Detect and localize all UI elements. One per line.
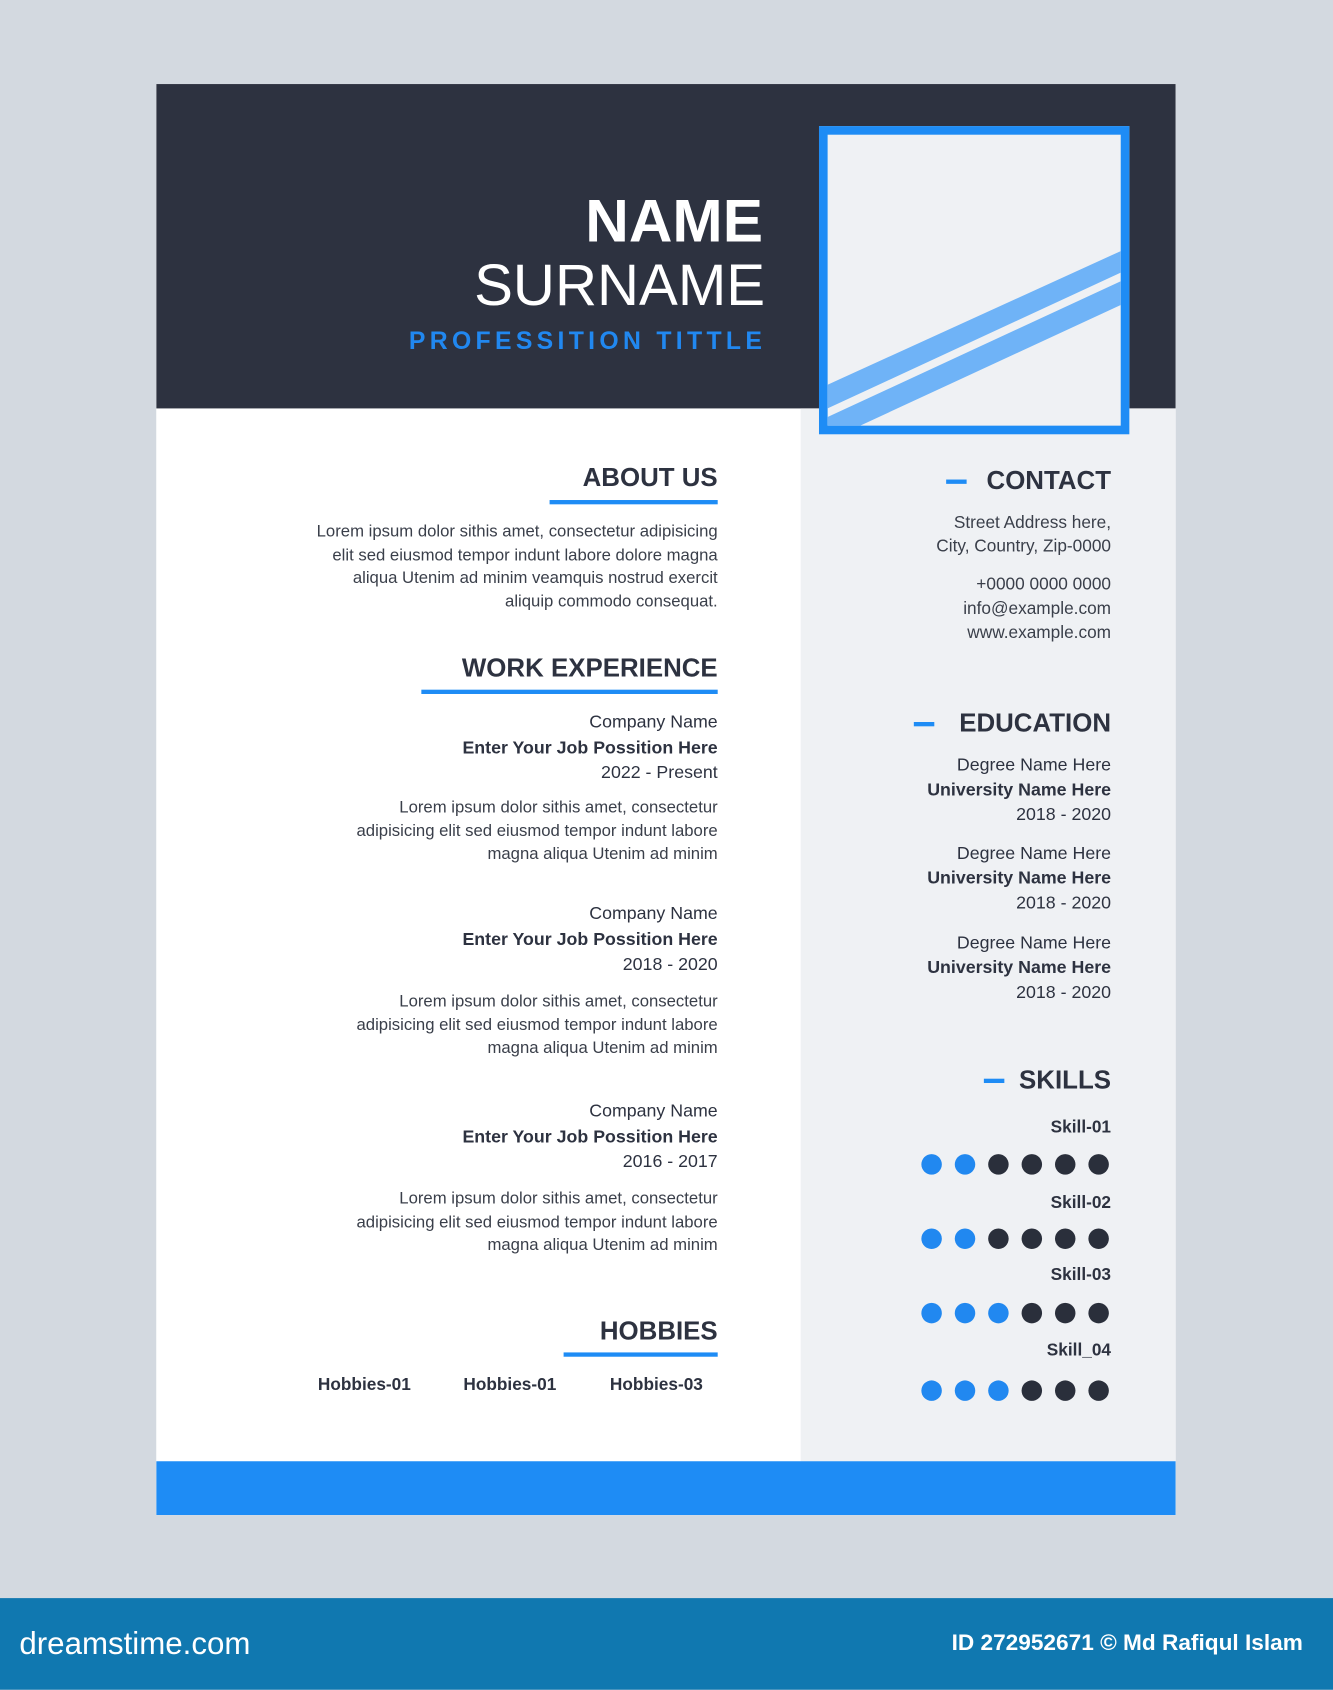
skill-dot-filled <box>921 1380 941 1400</box>
skills-dash <box>984 1079 1004 1083</box>
photo-stripes-icon <box>828 135 1121 426</box>
contact-dash <box>946 480 966 484</box>
education-years: 2018 - 2020 <box>1016 804 1112 825</box>
profession-title: PROFESSITION TITTLE <box>408 326 767 355</box>
hobby-item: Hobbies-03 <box>609 1376 703 1395</box>
skill-label: Skill_04 <box>1046 1341 1112 1360</box>
job-entry <box>462 902 717 978</box>
skill-label: Skill-02 <box>1050 1194 1112 1213</box>
education-entry <box>927 753 1111 827</box>
job-company: Company Name <box>589 1101 718 1121</box>
skill-dot-empty <box>1055 1380 1075 1400</box>
job-position: Enter Your Job Possition Here <box>462 929 718 949</box>
job-entry <box>462 710 717 786</box>
skill-dot-filled <box>955 1380 975 1400</box>
university-name: University Name Here <box>927 868 1112 888</box>
skill-dot-empty <box>1088 1228 1108 1248</box>
job-dates: 2022 - Present <box>601 762 718 783</box>
skill-dot-empty <box>988 1228 1008 1248</box>
contact-details <box>963 573 1111 646</box>
work-heading: WORK EXPERIENCE <box>461 654 718 684</box>
skills-heading: SKILLS <box>1019 1065 1112 1095</box>
footer-accent-bar <box>156 1461 1175 1515</box>
skill-dot-filled <box>921 1228 941 1248</box>
hobby-item: Hobbies-01 <box>317 1376 411 1395</box>
job-company: Company Name <box>589 904 718 924</box>
about-heading: ABOUT US <box>582 463 718 493</box>
skill-dot-empty <box>988 1154 1008 1174</box>
contact-website[interactable]: www.example.com <box>967 623 1112 643</box>
job-position: Enter Your Job Possition Here <box>462 1126 718 1147</box>
education-years: 2018 - 2020 <box>1016 982 1112 1003</box>
degree-name: Degree Name Here <box>956 933 1112 953</box>
skill-dot-filled <box>988 1302 1008 1322</box>
skill-rating <box>921 1302 1109 1322</box>
skill-dot-filled <box>955 1154 975 1174</box>
surname: SURNAME <box>474 253 766 318</box>
about-underline <box>550 500 718 504</box>
skill-dot-filled <box>921 1302 941 1322</box>
skill-rating <box>921 1154 1109 1174</box>
hobby-item: Hobbies-01 <box>463 1376 557 1395</box>
stock-credit-bar <box>0 1598 1333 1690</box>
first-name: NAME <box>585 186 763 255</box>
university-name: University Name Here <box>927 958 1112 978</box>
resume-page <box>156 84 1175 1515</box>
skill-label: Skill-01 <box>1050 1118 1112 1137</box>
stock-site-logo: dreamstime.com <box>19 1627 251 1662</box>
skill-dot-empty <box>1055 1302 1075 1322</box>
contact-heading: CONTACT <box>986 466 1112 496</box>
job-company: Company Name <box>589 712 718 732</box>
contact-phone: +0000 0000 0000 <box>976 575 1112 594</box>
photo-placeholder[interactable] <box>819 126 1129 434</box>
education-heading: EDUCATION <box>959 709 1112 739</box>
skill-rating <box>921 1228 1109 1248</box>
hobbies-heading: HOBBIES <box>599 1316 718 1346</box>
contact-address: Street Address here, City, Country, Zip-0000 <box>936 514 1112 557</box>
degree-name: Degree Name Here <box>956 755 1112 775</box>
skill-dot-empty <box>1055 1228 1075 1248</box>
education-entry <box>927 842 1111 916</box>
job-description: Lorem ipsum dolor sithis amet, consectetur adipisicing elit sed eiusmod tempor indunt labore magna aliqua Utenim ad minim <box>356 992 718 1058</box>
stock-credit: ID 272952671 © Md Rafiqul Islam <box>951 1630 1303 1656</box>
education-dash <box>914 722 934 726</box>
work-underline <box>421 690 717 694</box>
job-entry <box>462 1099 717 1175</box>
skill-dot-empty <box>1022 1380 1042 1400</box>
skill-dot-empty <box>1088 1380 1108 1400</box>
skill-dot-empty <box>1088 1302 1108 1322</box>
skill-dot-empty <box>1088 1154 1108 1174</box>
skill-dot-filled <box>988 1380 1008 1400</box>
skill-dot-empty <box>1022 1154 1042 1174</box>
skill-dot-empty <box>1055 1154 1075 1174</box>
education-years: 2018 - 2020 <box>1016 893 1112 913</box>
hobbies-underline <box>564 1352 718 1356</box>
job-description: Lorem ipsum dolor sithis amet, consectetur adipisicing elit sed eiusmod tempor indunt labore magna aliqua Utenim ad minim <box>356 1189 718 1255</box>
skill-rating <box>921 1380 1109 1400</box>
skill-dot-filled <box>955 1302 975 1322</box>
university-name: University Name Here <box>927 780 1112 800</box>
job-dates: 2016 - 2017 <box>622 1151 718 1172</box>
skill-label: Skill-03 <box>1050 1266 1112 1285</box>
job-description: Lorem ipsum dolor sithis amet, consectetur adipisicing elit sed eiusmod tempor indunt labore magna aliqua Utenim ad minim <box>356 798 718 864</box>
skill-dot-filled <box>921 1154 941 1174</box>
skill-dot-filled <box>955 1228 975 1248</box>
degree-name: Degree Name Here <box>956 843 1112 864</box>
skill-dot-empty <box>1022 1302 1042 1322</box>
education-entry <box>927 931 1111 1005</box>
skill-dot-empty <box>1022 1228 1042 1248</box>
job-position: Enter Your Job Possition Here <box>462 737 718 758</box>
about-text: Lorem ipsum dolor sithis amet, consectetur adipisicing elit sed eiusmod tempor indunt labore dolore magna aliqua Utenim ad minim veamquis nostrud exercit aliquip commodo consequat. <box>316 522 718 611</box>
job-dates: 2018 - 2020 <box>622 954 718 975</box>
contact-email[interactable]: info@example.com <box>963 599 1112 619</box>
